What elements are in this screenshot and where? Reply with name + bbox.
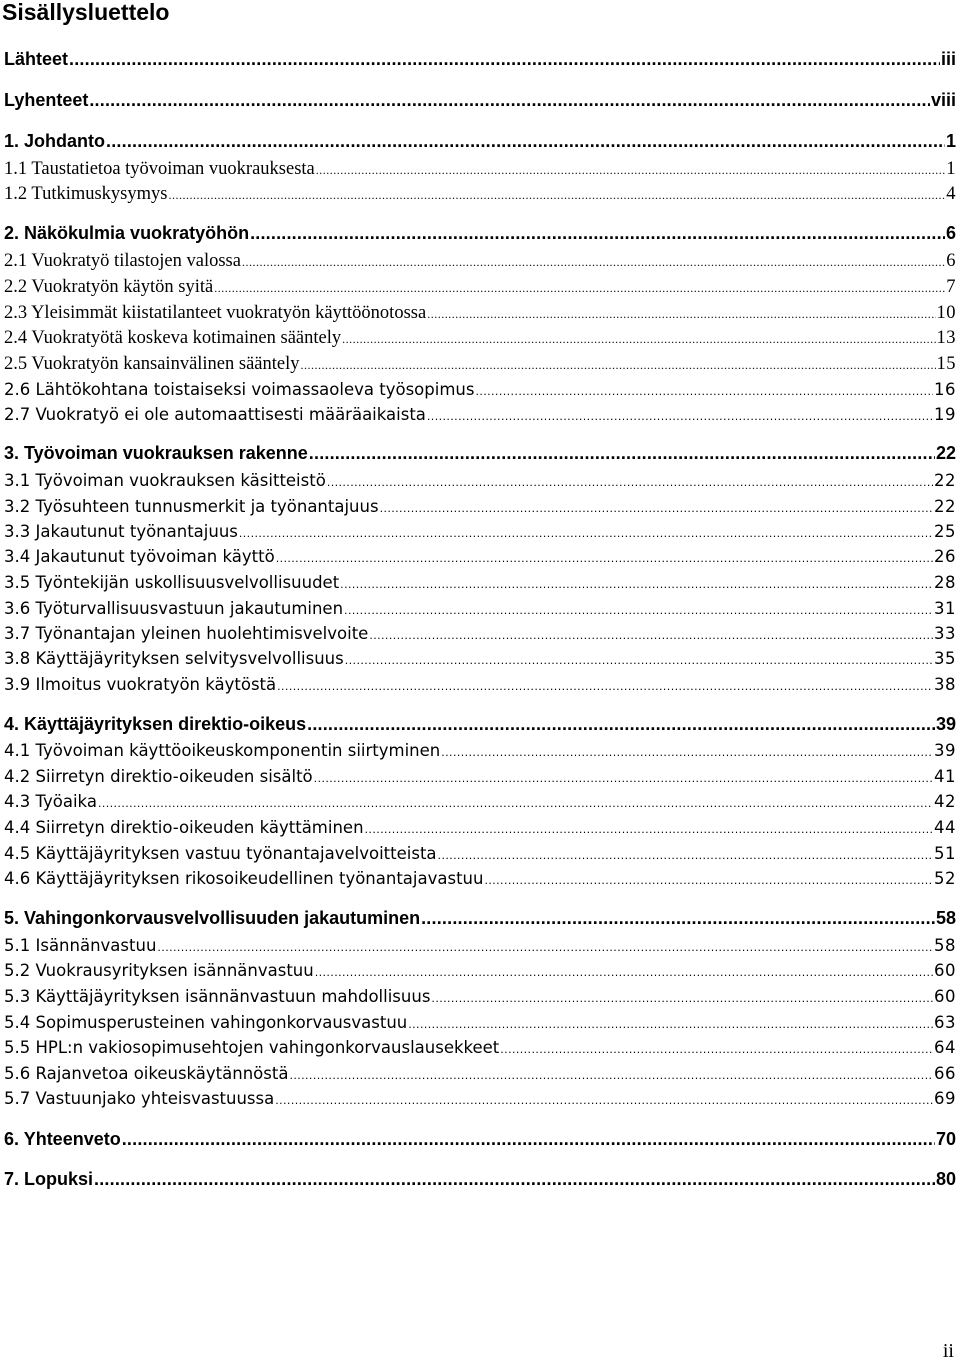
toc-section-entry[interactable] — [4, 1037, 956, 1061]
toc-dot-leader — [98, 793, 933, 815]
toc-dot-leader — [380, 498, 933, 520]
toc-section-entry[interactable] — [4, 791, 956, 815]
toc-section-entry[interactable] — [4, 623, 956, 647]
toc-dot-leader — [275, 1090, 933, 1112]
toc-section-entry[interactable] — [4, 250, 956, 273]
toc-entry-label: Lyhenteet — [4, 90, 89, 110]
toc-dot-leader — [289, 1065, 933, 1087]
toc-entry-label: 2.3 Yleisimmät kiistatilanteet vuokratyön käyttöönotossa — [4, 303, 427, 323]
toc-entry-label: 2.6 Lähtökohtana toistaiseksi voimassaoleva työsopimus — [4, 380, 475, 399]
toc-entry-page-number: 80 — [935, 1169, 956, 1189]
toc-section-entry[interactable] — [4, 379, 956, 403]
toc-dot-leader — [500, 1039, 933, 1061]
toc-entry-label: 2.2 Vuokratyön käytön syitä — [4, 277, 214, 297]
toc-entry-page-number: 52 — [934, 869, 956, 888]
toc-chapter-entry[interactable] — [4, 1168, 956, 1190]
toc-dot-leader — [427, 303, 935, 325]
toc-entry-page-number: 31 — [934, 599, 956, 618]
toc-section-entry[interactable] — [4, 674, 956, 698]
toc-entry-label: 3.4 Jakautunut työvoiman käyttö — [4, 547, 275, 566]
toc-section-entry[interactable] — [4, 1012, 956, 1036]
toc-entry-page-number: 26 — [934, 547, 956, 566]
toc-chapter-entry[interactable] — [4, 1128, 956, 1150]
toc-dot-leader — [314, 768, 933, 790]
toc-entry-label: 4.3 Työaika — [4, 792, 97, 811]
toc-entry-label: 3.6 Työturvallisuusvastuun jakautuminen — [4, 599, 344, 618]
toc-dot-leader — [327, 472, 933, 494]
toc-section-entry[interactable] — [4, 740, 956, 764]
toc-entry-label: 5.5 HPL:n vakiosopimusehtojen vahingonkorvauslausekkeet — [4, 1038, 500, 1057]
toc-entry-page-number: 22 — [934, 497, 956, 516]
toc-entry-page-number: 60 — [934, 987, 956, 1006]
toc-section-entry[interactable] — [4, 1063, 956, 1087]
footer-page-number: ii — [942, 1340, 954, 1362]
toc-dot-leader — [475, 381, 933, 403]
toc-section-entry[interactable] — [4, 598, 956, 622]
toc-entry-page-number: 13 — [936, 328, 956, 348]
toc-entry-label: 4. Käyttäjäyrityksen direktio-oikeus — [4, 714, 307, 734]
toc-section-entry[interactable] — [4, 470, 956, 494]
toc-chapter-entry[interactable] — [4, 89, 956, 111]
toc-dot-leader — [301, 354, 936, 376]
toc-section-entry[interactable] — [4, 158, 956, 181]
toc-section-entry[interactable] — [4, 817, 956, 841]
toc-section-entry[interactable] — [4, 183, 956, 206]
toc-chapter-entry[interactable] — [4, 442, 956, 464]
toc-entry-label: 1.2 Tutkimuskysymys — [4, 184, 168, 204]
toc-entry-page-number: 7 — [946, 277, 956, 297]
toc-dot-leader — [277, 676, 933, 698]
toc-section-entry[interactable] — [4, 935, 956, 959]
toc-entry-label: Lähteet — [4, 49, 69, 69]
toc-section-entry[interactable] — [4, 766, 956, 790]
toc-entry-page-number: 1 — [945, 131, 956, 151]
toc-dot-leader — [122, 1128, 935, 1150]
toc-entry-label: 3. Työvoiman vuokrauksen rakenne — [4, 443, 308, 463]
toc-entry-label: 3.3 Jakautunut työnantajuus — [4, 522, 238, 541]
toc-dot-leader — [242, 251, 945, 273]
toc-entry-page-number: 63 — [934, 1013, 956, 1032]
toc-dot-leader — [438, 845, 933, 867]
toc-entry-page-number: iii — [940, 49, 956, 69]
toc-section-entry[interactable] — [4, 353, 956, 376]
toc-entry-page-number: 10 — [936, 303, 956, 323]
toc-chapter-entry[interactable] — [4, 222, 956, 244]
toc-entry-label: 6. Yhteenveto — [4, 1129, 121, 1149]
toc-chapter-entry[interactable] — [4, 713, 956, 735]
toc-entry-page-number: 22 — [934, 471, 956, 490]
toc-chapter-entry[interactable] — [4, 130, 956, 152]
toc-entry-page-number: 44 — [934, 818, 956, 837]
toc-entry-page-number: 19 — [934, 405, 956, 424]
toc-entry-page-number: 58 — [934, 936, 956, 955]
toc-dot-leader — [427, 406, 933, 428]
toc-entry-label: 5.1 Isännänvastuu — [4, 936, 157, 955]
toc-entry-page-number: 33 — [934, 624, 956, 643]
toc-entry-label: 1. Johdanto — [4, 131, 106, 151]
toc-entry-page-number: 58 — [935, 908, 956, 928]
toc-section-entry[interactable] — [4, 302, 956, 325]
toc-entry-label: 5.6 Rajanvetoa oikeuskäytännöstä — [4, 1064, 289, 1083]
toc-section-entry[interactable] — [4, 960, 956, 984]
toc-entry-page-number: 1 — [946, 159, 956, 179]
toc-entry-page-number: 22 — [935, 443, 956, 463]
toc-entry-label: 5.2 Vuokrausyrityksen isännänvastuu — [4, 961, 314, 980]
toc-entry-page-number: 39 — [934, 741, 956, 760]
toc-dot-leader — [94, 1168, 935, 1190]
toc-entry-page-number: viii — [930, 90, 956, 110]
toc-entry-page-number: 41 — [934, 767, 956, 786]
toc-entry-label: 7. Lopuksi — [4, 1169, 94, 1189]
toc-entry-label: 3.2 Työsuhteen tunnusmerkit ja työnantajuus — [4, 497, 379, 516]
toc-section-entry[interactable] — [4, 986, 956, 1010]
toc-dot-leader — [421, 907, 935, 929]
toc-entry-page-number: 38 — [934, 675, 956, 694]
toc-entry-page-number: 28 — [934, 573, 956, 592]
toc-entry-page-number: 6 — [945, 223, 956, 243]
toc-entry-label: 2.1 Vuokratyö tilastojen valossa — [4, 251, 241, 271]
toc-section-entry[interactable] — [4, 521, 956, 545]
toc-dot-leader — [345, 650, 933, 672]
toc-dot-leader — [484, 870, 933, 892]
toc-dot-leader — [316, 159, 946, 181]
toc-entry-page-number: 16 — [934, 380, 956, 399]
toc-entry-page-number: 51 — [934, 844, 956, 863]
toc-dot-leader — [431, 988, 933, 1010]
toc-dot-leader — [106, 130, 945, 152]
toc-dot-leader — [214, 277, 945, 299]
toc-entry-label: 3.9 Ilmoitus vuokratyön käytöstä — [4, 675, 277, 694]
toc-dot-leader — [315, 962, 933, 984]
toc-entry-label: 5.7 Vastuunjako yhteisvastuussa — [4, 1089, 275, 1108]
toc-section-entry[interactable] — [4, 276, 956, 299]
toc-entry-label: 4.6 Käyttäjäyrityksen rikosoikeudellinen työnantajavastuu — [4, 869, 484, 888]
toc-section-entry[interactable] — [4, 404, 956, 428]
toc-entry-page-number: 25 — [934, 522, 956, 541]
toc-section-entry[interactable] — [4, 648, 956, 672]
toc-dot-leader — [276, 548, 933, 570]
toc-dot-leader — [157, 937, 933, 959]
toc-entry-page-number: 42 — [934, 792, 956, 811]
toc-entry-label: 2. Näkökulmia vuokratyöhön — [4, 223, 250, 243]
toc-dot-leader — [69, 48, 940, 70]
toc-section-entry[interactable] — [4, 843, 956, 867]
toc-section-entry[interactable] — [4, 1088, 956, 1112]
toc-entry-page-number: 64 — [934, 1038, 956, 1057]
toc-entry-label: 1.1 Taustatietoa työvoiman vuokrauksesta — [4, 159, 315, 179]
toc-dot-leader — [408, 1014, 933, 1036]
toc-dot-leader — [168, 184, 945, 206]
toc-entry-label: 2.4 Vuokratyötä koskeva kotimainen sääntely — [4, 328, 342, 348]
toc-entry-label: 2.5 Vuokratyön kansainvälinen sääntely — [4, 354, 300, 374]
toc-entry-label: 4.5 Käyttäjäyrityksen vastuu työnantajavelvoitteista — [4, 844, 437, 863]
toc-entry-page-number: 39 — [935, 714, 956, 734]
toc-dot-leader — [342, 328, 935, 350]
toc-entry-label: 4.4 Siirretyn direktio-oikeuden käyttäminen — [4, 818, 364, 837]
toc-entry-label: 3.5 Työntekijän uskollisuusvelvollisuudet — [4, 573, 340, 592]
toc-entry-label: 3.1 Työvoiman vuokrauksen käsitteistö — [4, 471, 326, 490]
toc-entry-page-number: 15 — [936, 354, 956, 374]
page-title: Sisällysluettelo — [2, 0, 170, 25]
toc-entry-page-number: 35 — [934, 649, 956, 668]
toc-entry-label: 2.7 Vuokratyö ei ole automaattisesti määräaikaista — [4, 405, 426, 424]
toc-dot-leader — [309, 442, 935, 464]
toc-section-entry[interactable] — [4, 327, 956, 350]
toc-section-entry[interactable] — [4, 496, 956, 520]
toc-entry-page-number: 70 — [935, 1129, 956, 1149]
toc-dot-leader — [369, 625, 933, 647]
toc-entry-page-number: 4 — [946, 184, 956, 204]
toc-entry-label: 3.8 Käyttäjäyrityksen selvitysvelvollisuus — [4, 649, 344, 668]
toc-dot-leader — [365, 819, 933, 841]
toc-entry-label: 5. Vahingonkorvausvelvollisuuden jakautuminen — [4, 908, 421, 928]
toc-entry-label: 5.3 Käyttäjäyrityksen isännänvastuun mahdollisuus — [4, 987, 431, 1006]
toc-dot-leader — [239, 523, 933, 545]
toc-dot-leader — [89, 89, 930, 111]
toc-entry-label: 5.4 Sopimusperusteinen vahingonkorvausvastuu — [4, 1013, 408, 1032]
toc-dot-leader — [250, 222, 945, 244]
toc-chapter-entry[interactable] — [4, 907, 956, 929]
toc-entry-label: 3.7 Työnantajan yleinen huolehtimisvelvoite — [4, 624, 369, 643]
toc-dot-leader — [340, 574, 933, 596]
toc-entry-page-number: 6 — [946, 251, 956, 271]
toc-entry-page-number: 60 — [934, 961, 956, 980]
toc-dot-leader — [344, 600, 933, 622]
toc-section-entry[interactable] — [4, 546, 956, 570]
toc-entry-page-number: 69 — [934, 1089, 956, 1108]
toc-entry-label: 4.1 Työvoiman käyttöoikeuskomponentin siirtyminen — [4, 741, 441, 760]
toc-section-entry[interactable] — [4, 868, 956, 892]
toc-entry-label: 4.2 Siirretyn direktio-oikeuden sisältö — [4, 767, 313, 786]
toc-chapter-entry[interactable] — [4, 48, 956, 70]
toc-section-entry[interactable] — [4, 572, 956, 596]
toc-dot-leader — [441, 742, 933, 764]
toc-entry-page-number: 66 — [934, 1064, 956, 1083]
toc-dot-leader — [307, 713, 935, 735]
